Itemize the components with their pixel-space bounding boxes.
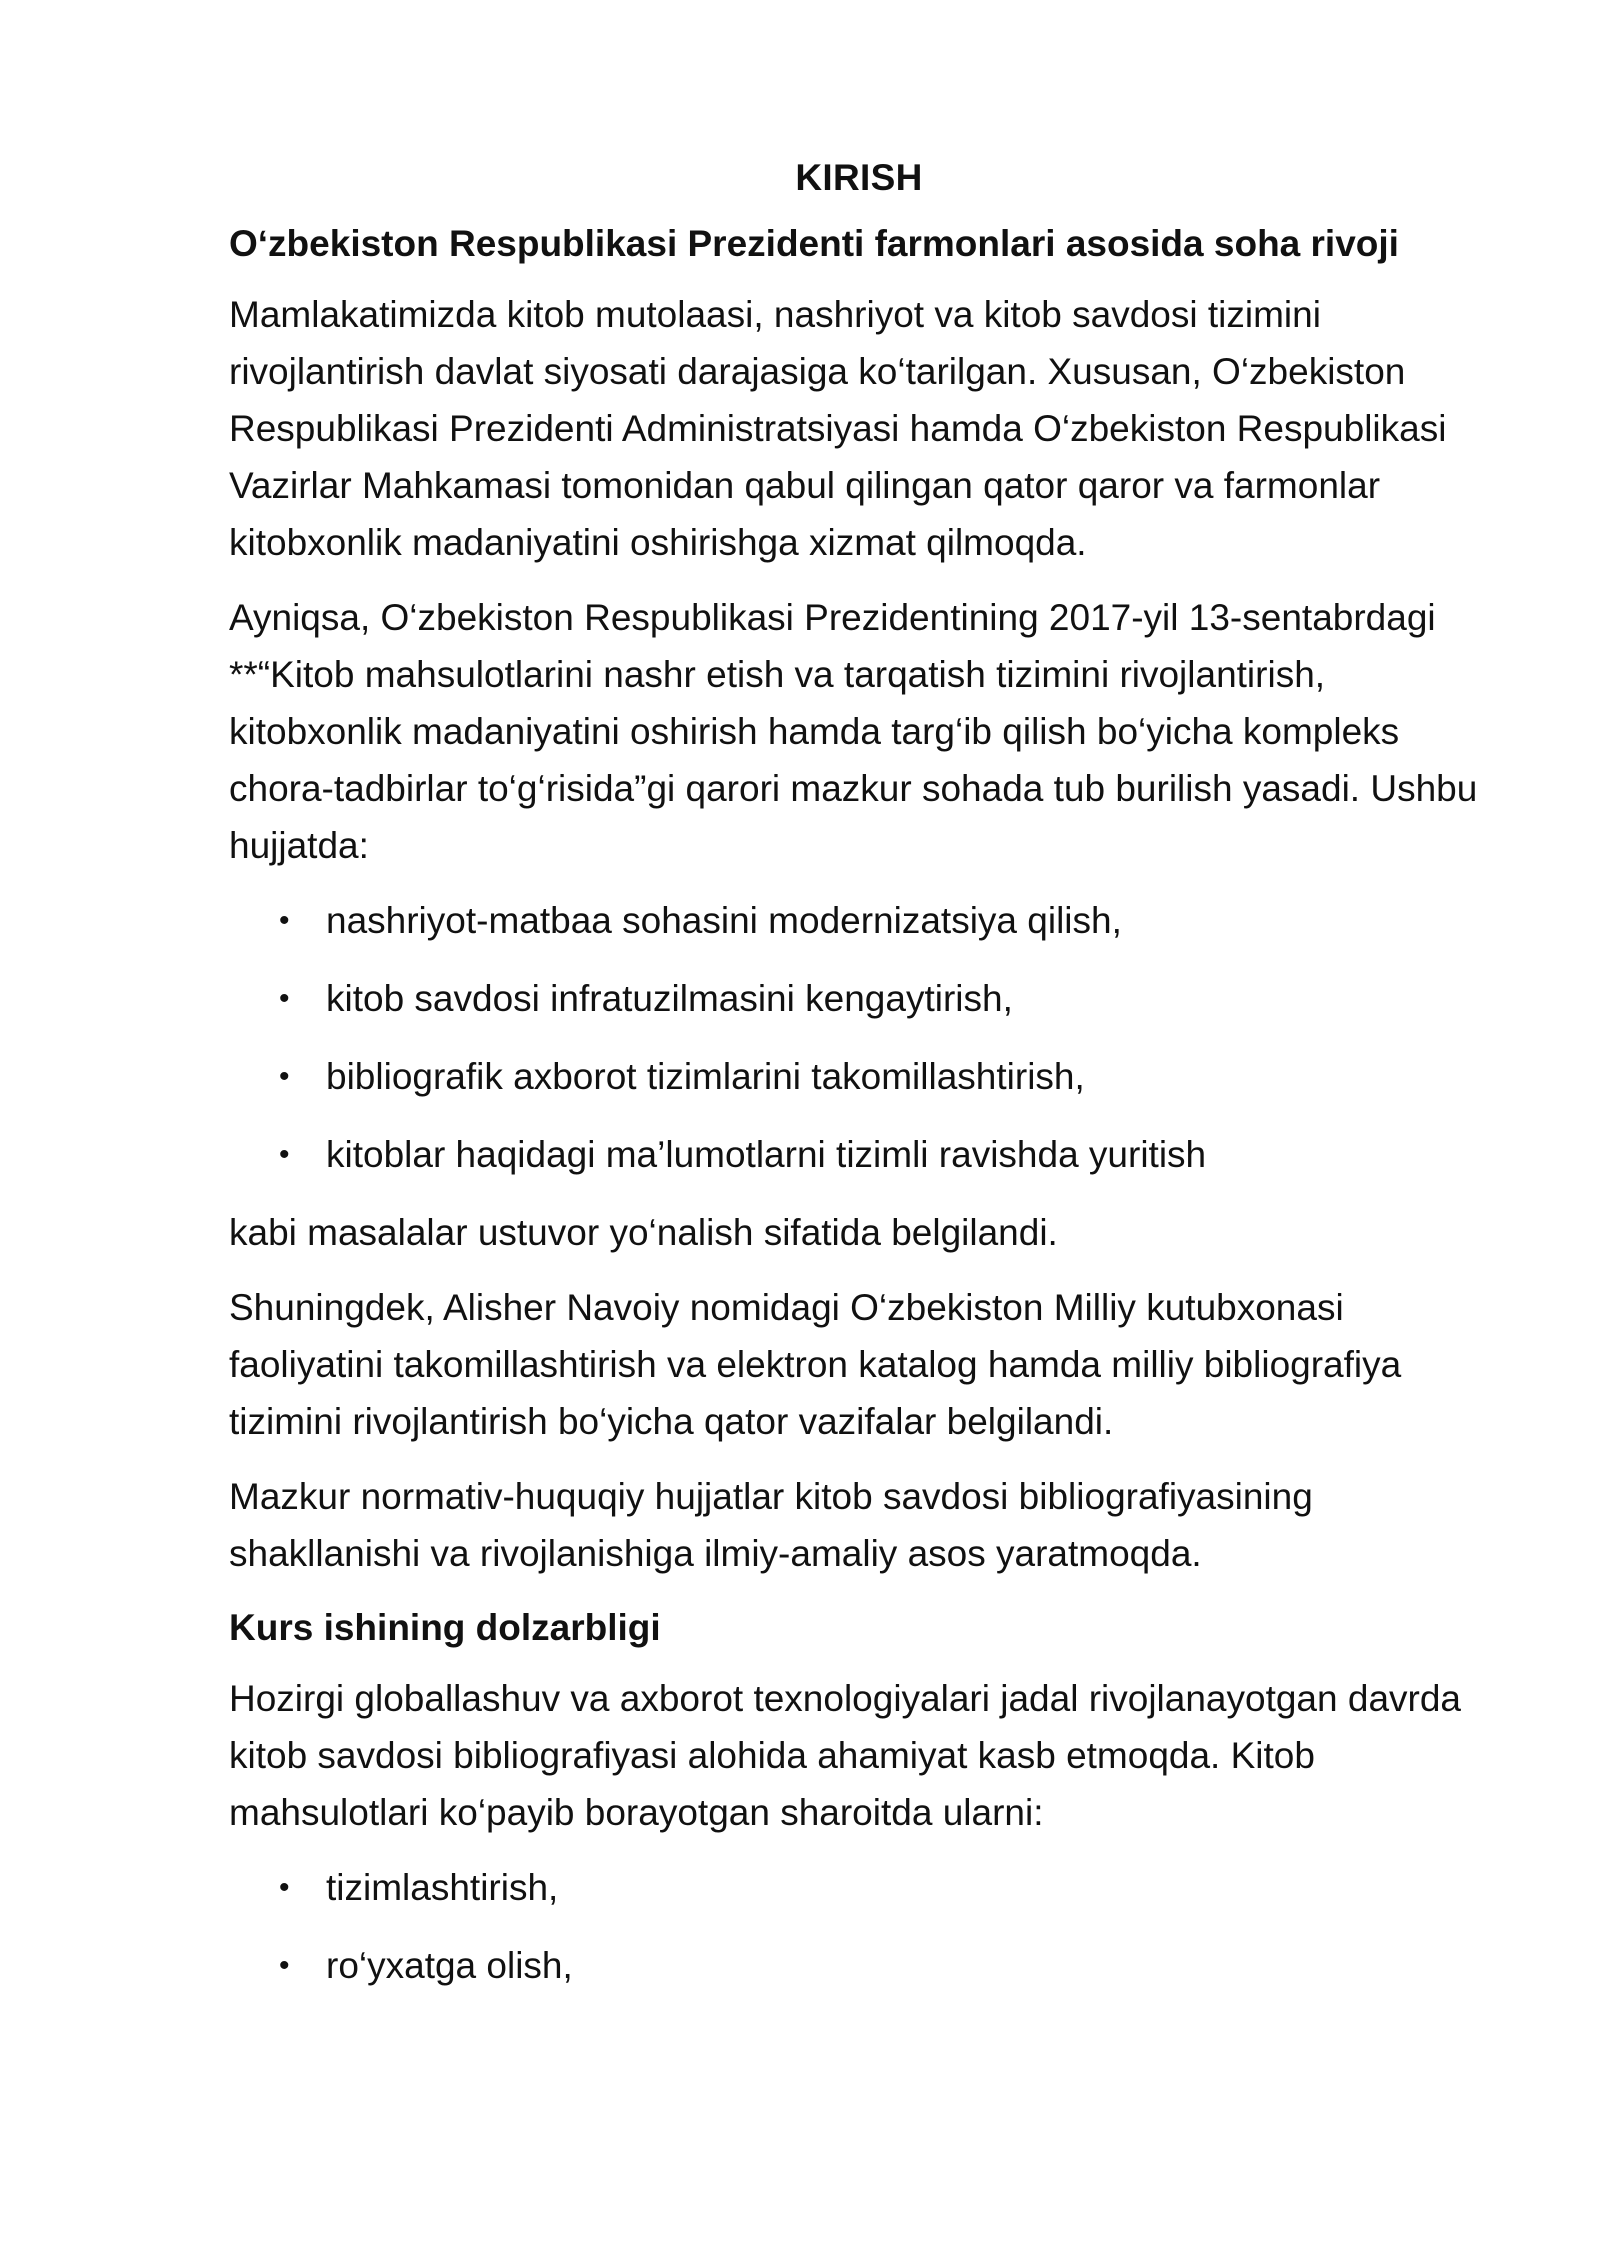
paragraph-1: Mamlakatimizda kitob mutolaasi, nashriyot va kitob savdosi tizimini rivojlantirish davlat siyosati darajasiga ko‘tarilgan. Xususan, O‘zbekiston Respublikasi Prezidenti Administratsiyasi hamda O‘zbekiston Respublikasi Vazirlar Mahkamasi tomonidan qabul qilingan qator qaror va farmonlar kitobxonlik madaniyatini oshirishga xizmat qilmoqda. [229, 294, 1447, 563]
document-title: KIRISH [795, 157, 923, 198]
list-item [229, 1859, 1489, 1916]
bullet-icon: • [279, 904, 290, 937]
paragraph-4: Shuningdek, Alisher Navoiy nomidagi O‘zbekiston Milliy kutubxonasi faoliyatini takomillashtirish va elektron katalog hamda milliy bibliografiya tizimini rivojlantirish bo‘yicha qator vazifalar belgilandi. [229, 1287, 1402, 1442]
paragraph-6: Hozirgi globallashuv va axborot texnologiyalari jadal rivojlanayotgan davrda kitob savdosi bibliografiyasi alohida ahamiyat kasb etmoqda. Kitob mahsulotlari ko‘payib borayotgan sharoitda ularni: [229, 1678, 1462, 1833]
list-item [229, 1937, 1489, 1994]
list-item-text: bibliografik axborot tizimlarini takomillashtirish, [326, 1056, 1085, 1097]
paragraph-2: Ayniqsa, O‘zbekiston Respublikasi Prezidentining 2017-yil 13-sentabrdagi **“Kitob mahsulotlarini nashr etish va tarqatish tizimini rivojlantirish, kitobxonlik madaniyatini oshirish hamda targ‘ib qilish bo‘yicha kompleks chora-tadbirlar to‘g‘risida”gi qarori mazkur sohada tub burilish yasadi. Ushbu hujjatda: [229, 597, 1478, 866]
bullet-icon: • [279, 982, 290, 1015]
document-body [229, 150, 1489, 2015]
list-item-text: kitoblar haqidagi ma’lumotlarni tizimli ravishda yuritish [326, 1134, 1207, 1175]
bullet-icon: • [279, 1949, 290, 1982]
list-item-text: nashriyot-matbaa sohasini modernizatsiya qilish, [326, 900, 1122, 941]
list-item-text: tizimlashtirish, [326, 1867, 559, 1908]
list-item [229, 892, 1489, 949]
bullet-list-priorities [229, 892, 1489, 1183]
list-item [229, 970, 1489, 1027]
section-heading-relevance: Kurs ishining dolzarbligi [229, 1607, 661, 1648]
list-item [229, 1048, 1489, 1105]
paragraph-5: Mazkur normativ-huquqiy hujjatlar kitob savdosi bibliografiyasining shakllanishi va rivojlanishiga ilmiy-amaliy asos yaratmoqda. [229, 1476, 1313, 1574]
list-item [229, 1126, 1489, 1183]
bullet-list-tasks [229, 1859, 1489, 1994]
bullet-icon: • [279, 1138, 290, 1171]
section-heading-presidential-decrees: O‘zbekiston Respublikasi Prezidenti farmonlari asosida soha rivoji [229, 223, 1399, 264]
bullet-icon: • [279, 1871, 290, 1904]
list-item-text: kitob savdosi infratuzilmasini kengaytirish, [326, 978, 1013, 1019]
bullet-icon: • [279, 1060, 290, 1093]
list-item-text: ro‘yxatga olish, [326, 1945, 573, 1986]
paragraph-3: kabi masalalar ustuvor yo‘nalish sifatida belgilandi. [229, 1212, 1058, 1253]
